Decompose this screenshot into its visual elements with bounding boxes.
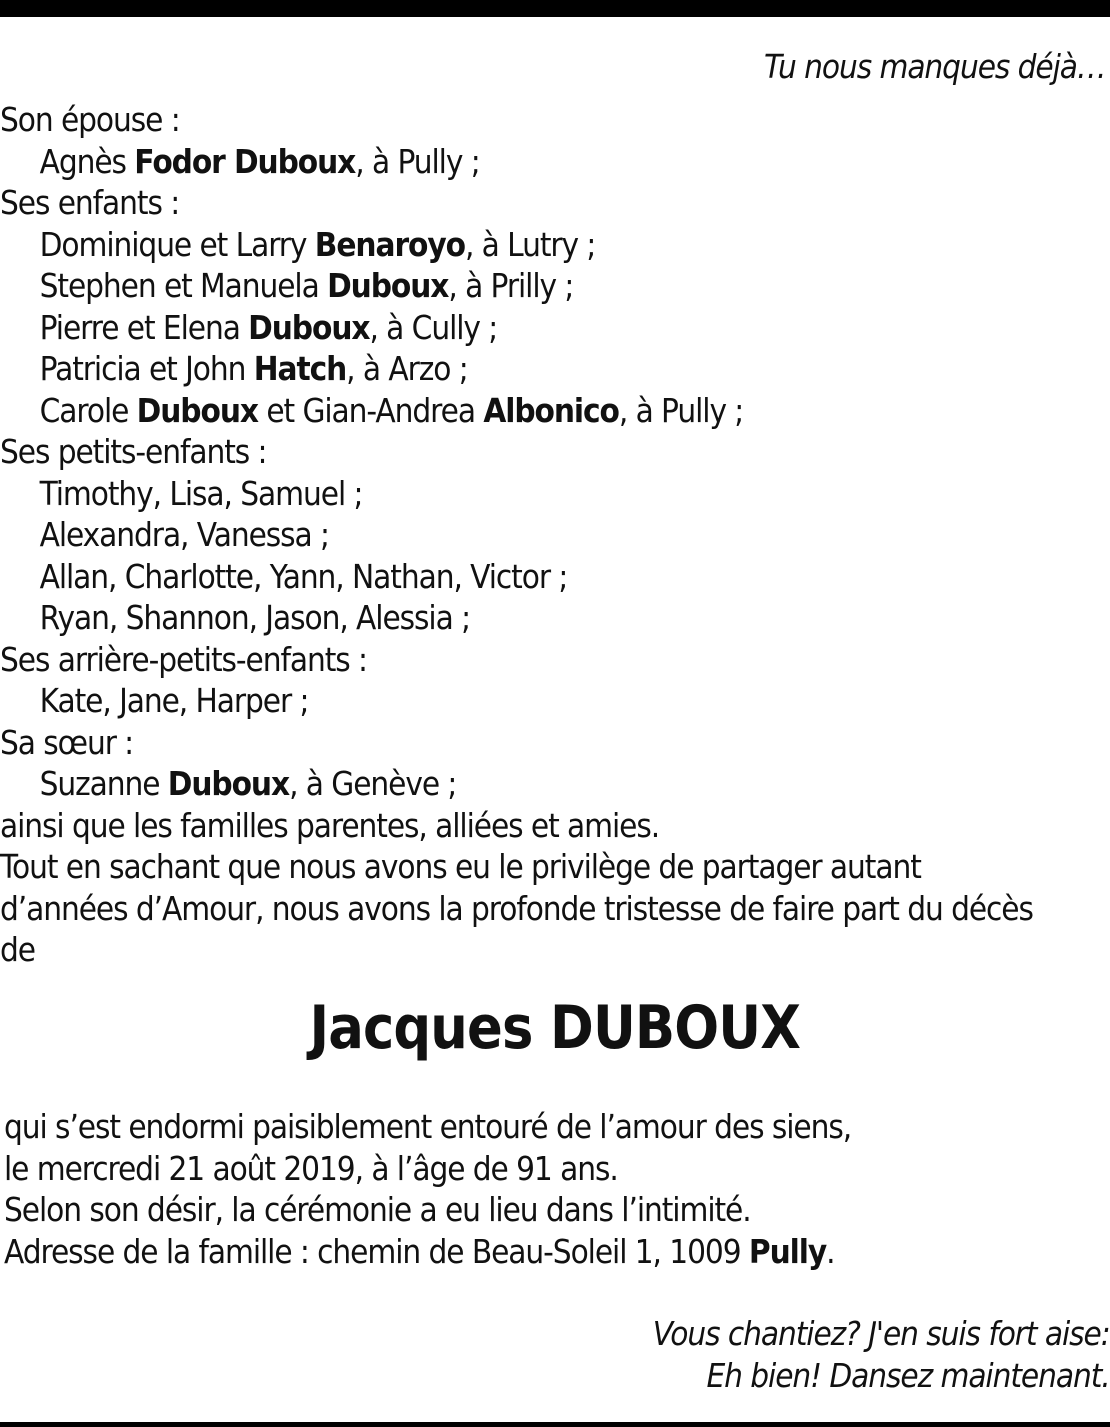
closing-quote-line: Vous chantiez? J'en suis fort aise: (653, 1314, 1110, 1353)
sister-heading: Sa sœur : (0, 722, 134, 762)
spouse-first-names: Agnès (39, 141, 135, 181)
child-location: , à Pully ; (618, 390, 744, 430)
spouse-surname: Fodor Duboux (134, 141, 356, 181)
bottom-rule (0, 1422, 1110, 1427)
child-entry (0, 348, 999, 390)
spouse-entry (0, 141, 999, 183)
details-line: Selon son désir, la cérémonie a eu lieu dans l’intimité. (4, 1190, 751, 1229)
families-line: ainsi que les familles parentes, alliées et amies. (0, 805, 660, 845)
child-location: , à Cully ; (369, 307, 498, 347)
child-first-names: Patricia et John (39, 349, 254, 388)
deceased-name-text: Jacques DUBOUX (309, 993, 801, 1063)
grandchildren-entry: Ryan, Shannon, Jason, Alessia ; (39, 598, 471, 637)
family-list (0, 99, 1110, 971)
children-heading: Ses enfants : (0, 183, 180, 222)
top-rule (0, 0, 1110, 17)
child-location: , à Prilly ; (448, 266, 574, 305)
address-text: Adresse de la famille : chemin de Beau-Soleil 1, 1009 (4, 1231, 749, 1271)
child-surname: Duboux (327, 266, 449, 305)
child-surname: Benaroyo (314, 224, 465, 264)
announcement-line: d’années d’Amour, nous avons la profonde tristesse de faire part du décès (0, 888, 1033, 928)
details-line: le mercredi 21 août 2019, à l’âge de 91 ans. (4, 1148, 618, 1188)
child-first-names: Stephen et Manuela (39, 266, 328, 305)
spouse-heading: Son épouse : (0, 100, 180, 139)
address-city: Pully (748, 1231, 827, 1271)
partner-surname: Albonico (483, 390, 619, 430)
closing-quote-line: Eh bien! Dansez maintenant. (706, 1355, 1110, 1395)
child-first-names: Dominique et Larry (39, 224, 315, 264)
announcement-line: Tout en sachant que nous avons eu le privilège de partager autant (0, 847, 921, 886)
epigraph: Tu nous manques déjà… (764, 47, 1106, 86)
child-entry (0, 265, 999, 307)
sister-surname: Duboux (167, 764, 290, 803)
grandchildren-entry: Timothy, Lisa, Samuel ; (39, 473, 363, 513)
death-details (4, 1106, 945, 1272)
grandchildren-heading: Ses petits-enfants : (0, 432, 267, 471)
child-surname: Duboux (248, 307, 370, 347)
child-first-names: Pierre et Elena (39, 307, 249, 347)
child-entry (0, 390, 999, 432)
partner-first-names: et Gian-Andrea (257, 390, 484, 430)
great-grandchildren-heading: Ses arrière-petits-enfants : (0, 639, 367, 679)
family-address (4, 1231, 851, 1273)
child-surname: Duboux (136, 390, 258, 430)
closing-quote (602, 1313, 1110, 1396)
great-grandchildren-entry: Kate, Jane, Harper ; (39, 681, 309, 720)
sister-location: , à Genève ; (289, 764, 457, 803)
details-line: qui s’est endormi paisiblement entouré de l’amour des siens, (4, 1107, 852, 1146)
grandchildren-entry: Allan, Charlotte, Yann, Nathan, Victor ; (39, 556, 568, 596)
deceased-name (0, 988, 1110, 1068)
sister-first-name: Suzanne (39, 764, 168, 803)
sister-entry (0, 763, 999, 805)
grandchildren-entry: Alexandra, Vanessa ; (39, 515, 329, 554)
child-entry (0, 224, 999, 266)
child-location: , à Lutry ; (464, 224, 596, 264)
child-first-names: Carole (39, 390, 137, 430)
child-surname: Hatch (253, 349, 347, 388)
child-entry (0, 307, 999, 349)
spouse-location: , à Pully ; (355, 141, 480, 181)
child-location: , à Arzo ; (346, 349, 468, 388)
address-end: . (826, 1231, 835, 1271)
announcement-line: de (0, 930, 35, 969)
